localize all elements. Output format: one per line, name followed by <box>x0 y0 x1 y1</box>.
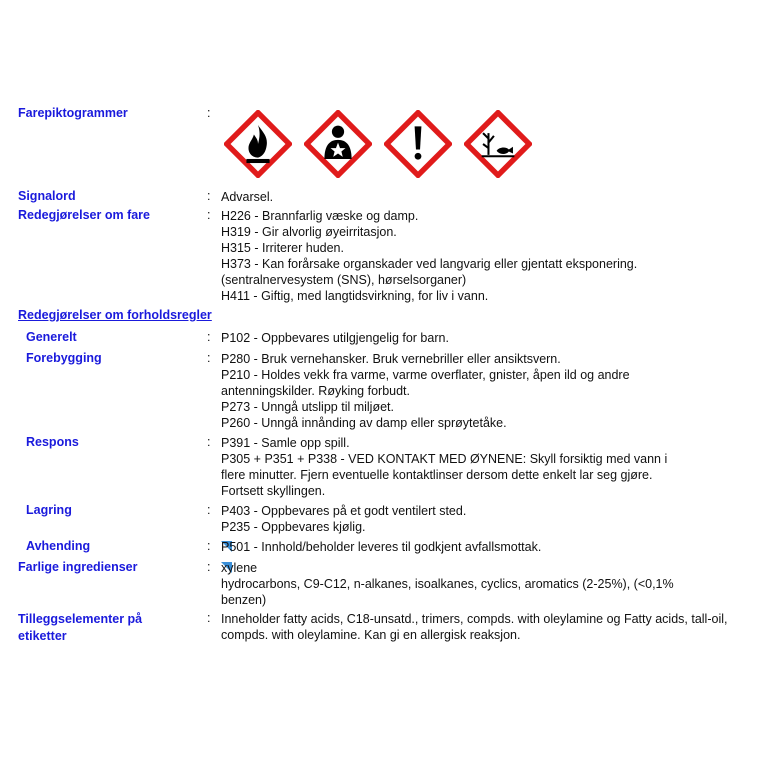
precaution-line: P391 - Samle opp spill. <box>221 436 350 450</box>
response-statements <box>221 435 751 499</box>
precaution-line: P403 - Oppbevares på et godt ventilert sted. <box>221 504 467 518</box>
colon: : <box>207 539 211 553</box>
colon: : <box>207 189 211 203</box>
colon: : <box>207 611 211 625</box>
colon: : <box>207 208 211 222</box>
colon: : <box>207 330 211 344</box>
ingredients-label: Farlige ingredienser <box>18 560 138 574</box>
extra-text: Inneholder fatty acids, C18-unsatd., trimers, compds. with oleylamine og Fatty acids, tall-oil, compds. with oleylamine. Kan gi en allergisk reaksjon. <box>221 612 728 642</box>
precaution-line: Fortsett skyllingen. <box>221 484 326 498</box>
response-label: Respons <box>26 435 79 449</box>
precaution-line: antenningskilder. Røyking forbudt. <box>221 384 410 398</box>
ingredients-list <box>221 560 751 608</box>
colon: : <box>207 106 211 120</box>
ingredient-line: benzen) <box>221 593 267 607</box>
extra-label-line: etiketter <box>18 629 67 643</box>
hazard-line: H315 - Irriterer huden. <box>221 241 344 255</box>
ingredient-line: hydrocarbons, C9-C12, n-alkanes, isoalkanes, cyclics, aromatics (2-25%), (<0,1% <box>221 577 674 591</box>
environment-icon <box>464 110 532 178</box>
general-statements <box>221 330 751 346</box>
hazard-line: H226 - Brannfarlig væske og damp. <box>221 209 419 223</box>
signal-word-value: Advarsel. <box>221 190 274 204</box>
colon: : <box>207 560 211 574</box>
precaution-line: P102 - Oppbevares utilgjengelig for barn. <box>221 331 449 345</box>
precaution-header: Redegjørelser om forholdsregler <box>18 308 212 322</box>
disposal-label: Avhending <box>26 539 91 553</box>
hazard-line: H319 - Gir alvorlig øyeirritasjon. <box>221 225 397 239</box>
prevention-label: Forebygging <box>26 351 102 365</box>
precaution-line: P235 - Oppbevares kjølig. <box>221 520 366 534</box>
ingredient-line: xylene <box>221 561 258 575</box>
hazard-line: (sentralnervesystem (SNS), hørselsorganer) <box>221 273 467 287</box>
colon: : <box>207 351 211 365</box>
precaution-line: P501 - Innhold/beholder leveres til godkjent avfallsmottak. <box>221 540 542 554</box>
pictograms-label: Farepiktogrammer <box>18 106 128 120</box>
pictogram-row <box>224 110 532 178</box>
precaution-line: P305 + P351 + P338 - VED KONTAKT MED ØYNENE: Skyll forsiktig med vann i <box>221 452 668 466</box>
health-hazard-icon <box>304 110 372 178</box>
precaution-line: P280 - Bruk vernehansker. Bruk vernebriller eller ansiktsvern. <box>221 352 561 366</box>
disposal-statements <box>221 539 751 555</box>
flammable-icon <box>224 110 292 178</box>
colon: : <box>207 503 211 517</box>
storage-label: Lagring <box>26 503 72 517</box>
extra-label-line: Tilleggselementer på <box>18 612 143 626</box>
colon: : <box>207 435 211 449</box>
precaution-line: P210 - Holdes vekk fra varme, varme overflater, gnister, åpen ild og andre <box>221 368 630 382</box>
hazard-line: H373 - Kan forårsake organskader ved langvarig eller gjentatt eksponering. <box>221 257 638 271</box>
extra-elements-text <box>221 611 746 643</box>
signal-word-label: Signalord <box>18 189 76 203</box>
extra-elements-label <box>18 611 142 645</box>
storage-statements <box>221 503 751 535</box>
hazard-line: H411 - Giftig, med langtidsvirkning, for liv i vann. <box>221 289 489 303</box>
precaution-line: P273 - Unngå utslipp til miljøet. <box>221 400 394 414</box>
prevention-statements <box>221 351 751 431</box>
precaution-line: P260 - Unngå innånding av damp eller sprøytetåke. <box>221 416 507 430</box>
hazard-statements-label: Redegjørelser om fare <box>18 208 150 222</box>
precaution-line: flere minutter. Fjern eventuelle kontaktlinser dersom dette enkelt lar seg gjøre. <box>221 468 653 482</box>
hazard-statements <box>221 208 751 304</box>
general-label: Generelt <box>26 330 77 344</box>
exclamation-icon <box>384 110 452 178</box>
